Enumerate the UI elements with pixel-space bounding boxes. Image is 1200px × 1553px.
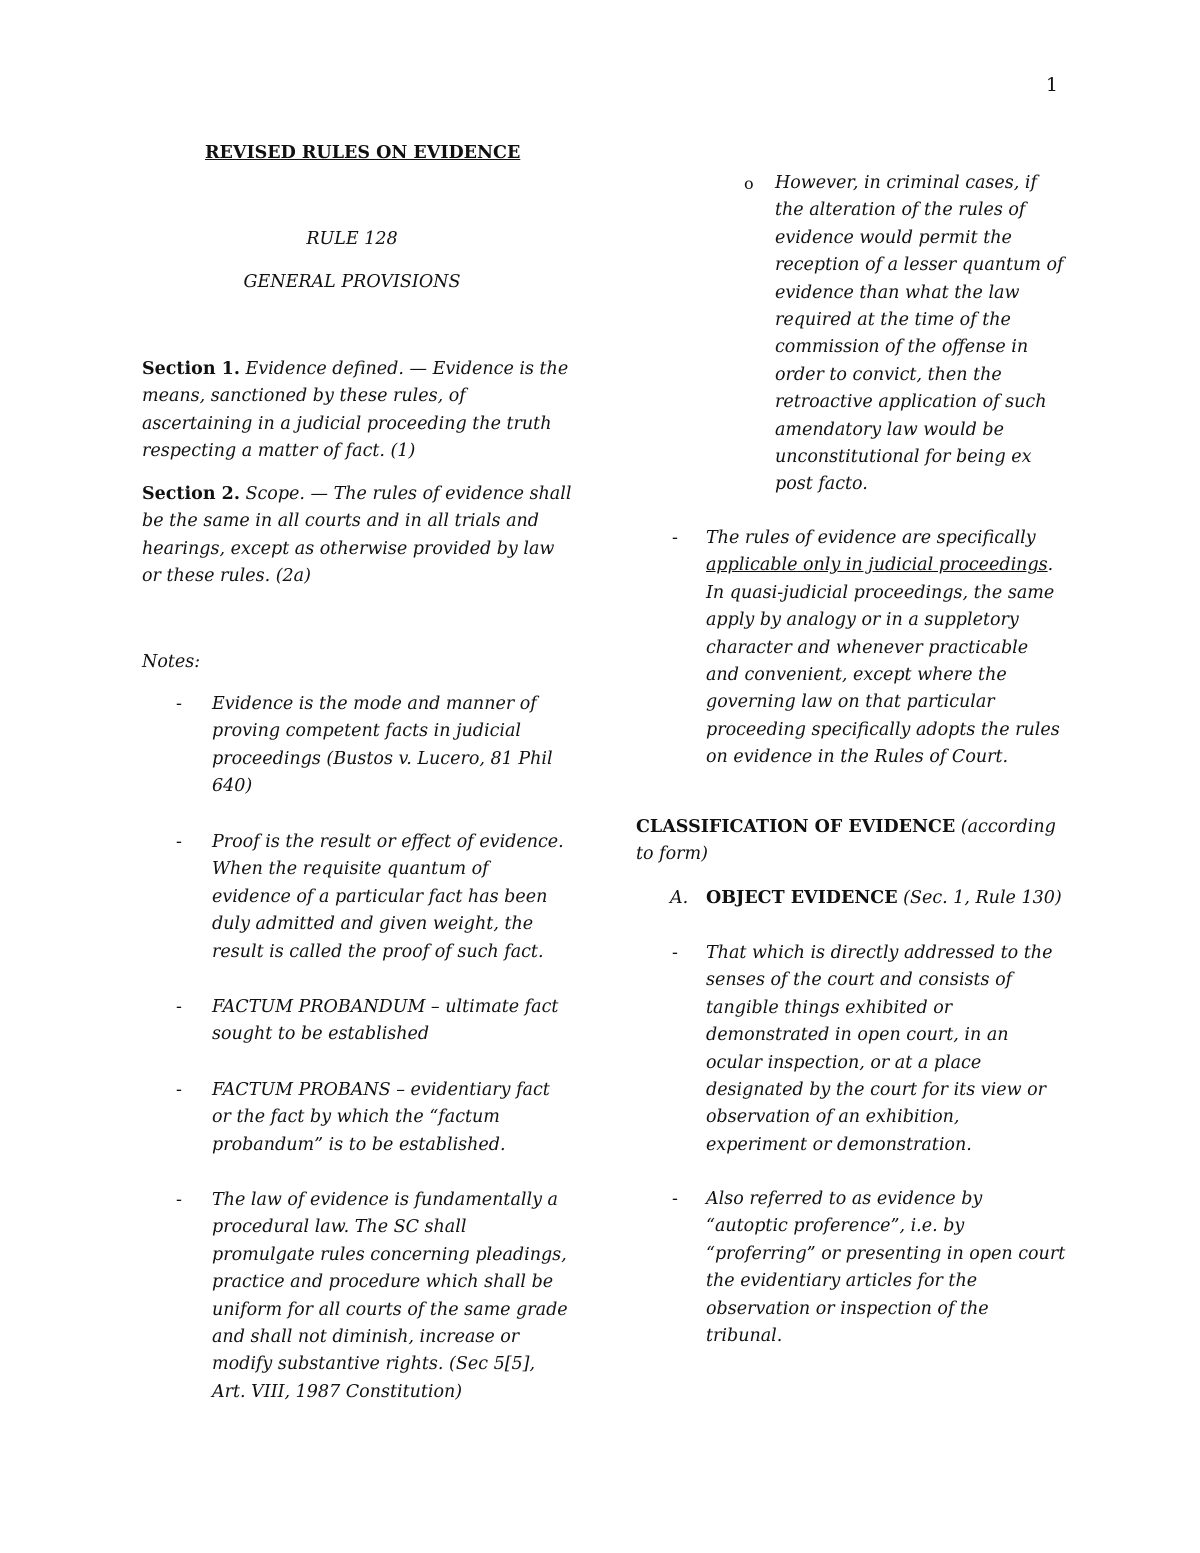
document-title: REVISED RULES ON EVIDENCE <box>205 143 521 163</box>
section-2-text: The rules of evidence shall be the same in all courts and in all trials and hearings, except as otherwise provided by law or these rules. (2a) <box>142 484 572 587</box>
section-1-heading: Evidence defined. <box>245 359 404 379</box>
classification-italic: (according to form) <box>636 817 1056 865</box>
page-number: 1 <box>1045 74 1058 96</box>
dash-bullet: - <box>672 1189 678 1209</box>
applicability-after: . In quasi-judicial proceedings, the same apply by analogy or in a suppletory character and whenever practicable and convenient, except where the governing law on that particular proceeding specifically adopts the rules on evidence in the Rules of Court. <box>706 555 1060 768</box>
section-1 <box>142 356 572 466</box>
section-1-text: Evidence is the means, sanctioned by these rules, of ascertaining in a judicial proceeding the truth respecting a matter of fact. (1) <box>142 359 569 462</box>
section-2-heading: Scope. <box>245 484 305 504</box>
dash-bullet: - <box>176 1080 182 1100</box>
note-text: FACTUM PROBANDUM – ultimate fact sought to be established <box>212 997 559 1045</box>
applicability-note <box>706 525 1066 772</box>
notes-label: Notes: <box>142 652 201 672</box>
dash-bullet: - <box>176 997 182 1017</box>
classification-bold: CLASSIFICATION OF EVIDENCE <box>636 817 956 837</box>
section-2 <box>142 481 572 591</box>
note-text: FACTUM PROBANS – evidentiary fact or the fact by which the “factum probandum” is to be established. <box>212 1080 550 1155</box>
dash-bullet: - <box>176 694 182 714</box>
circle-bullet: o <box>744 174 754 193</box>
note-text: Proof is the result or effect of evidence. When the requisite quantum of evidence of a particular fact has been duly admitted and given weight, the result is called the proof of such fact. <box>212 832 564 962</box>
dash-bullet: - <box>672 943 678 963</box>
rule-subtitle: GENERAL PROVISIONS <box>243 272 461 292</box>
section-2-dash: — <box>304 484 334 504</box>
object-italic: (Sec. 1, Rule 130) <box>897 888 1062 908</box>
object-note-text: Also referred to as evidence by “autoptic proference”, i.e. by “proferring” or presenting in open court the evidentiary articles for the observation or inspection of the tribunal. <box>706 1189 1066 1347</box>
object-letter: A. <box>670 888 689 908</box>
note-text: The law of evidence is fundamentally a procedural law. The SC shall promulgate rules concerning pleadings, practice and procedure which shall be uniform for all courts of the same grade and shall not diminish, increase or modify substantive rights. (Sec 5[5], Art. VIII, 1987 Constitution) <box>212 1190 568 1402</box>
dash-bullet: - <box>176 832 182 852</box>
object-heading-text <box>706 885 1066 912</box>
criminal-cases-note: However, in criminal cases, if the alteration of the rules of evidence would permit the reception of a lesser quantum of evidence than what the law required at the time of the commission of the offense in order to convict, then the retroactive application of such amendatory law would be unconstitutional for being ex post facto. <box>775 173 1064 495</box>
note-text: Evidence is the mode and manner of proving competent facts in judicial proceedings (Bustos v. Lucero, 81 Phil 640) <box>212 694 553 797</box>
rule-number: RULE 128 <box>306 229 398 249</box>
applicability-before: The rules of evidence are specifically <box>706 528 1036 548</box>
section-1-label: Section 1. <box>142 359 240 379</box>
classification-heading <box>636 814 1066 869</box>
dash-bullet: - <box>176 1190 182 1210</box>
applicability-underlined: applicable only in judicial proceedings <box>706 555 1048 576</box>
section-1-dash: — <box>403 359 433 379</box>
section-2-label: Section 2. <box>142 484 240 504</box>
dash-bullet: - <box>672 528 678 548</box>
object-note-text: That which is directly addressed to the senses of the court and consists of tangible things exhibited or demonstrated in open court, in an ocular inspection, or at a place designated by the court for its view or observation of an exhibition, experiment or demonstration. <box>706 943 1053 1155</box>
object-bold: OBJECT EVIDENCE <box>706 888 898 908</box>
